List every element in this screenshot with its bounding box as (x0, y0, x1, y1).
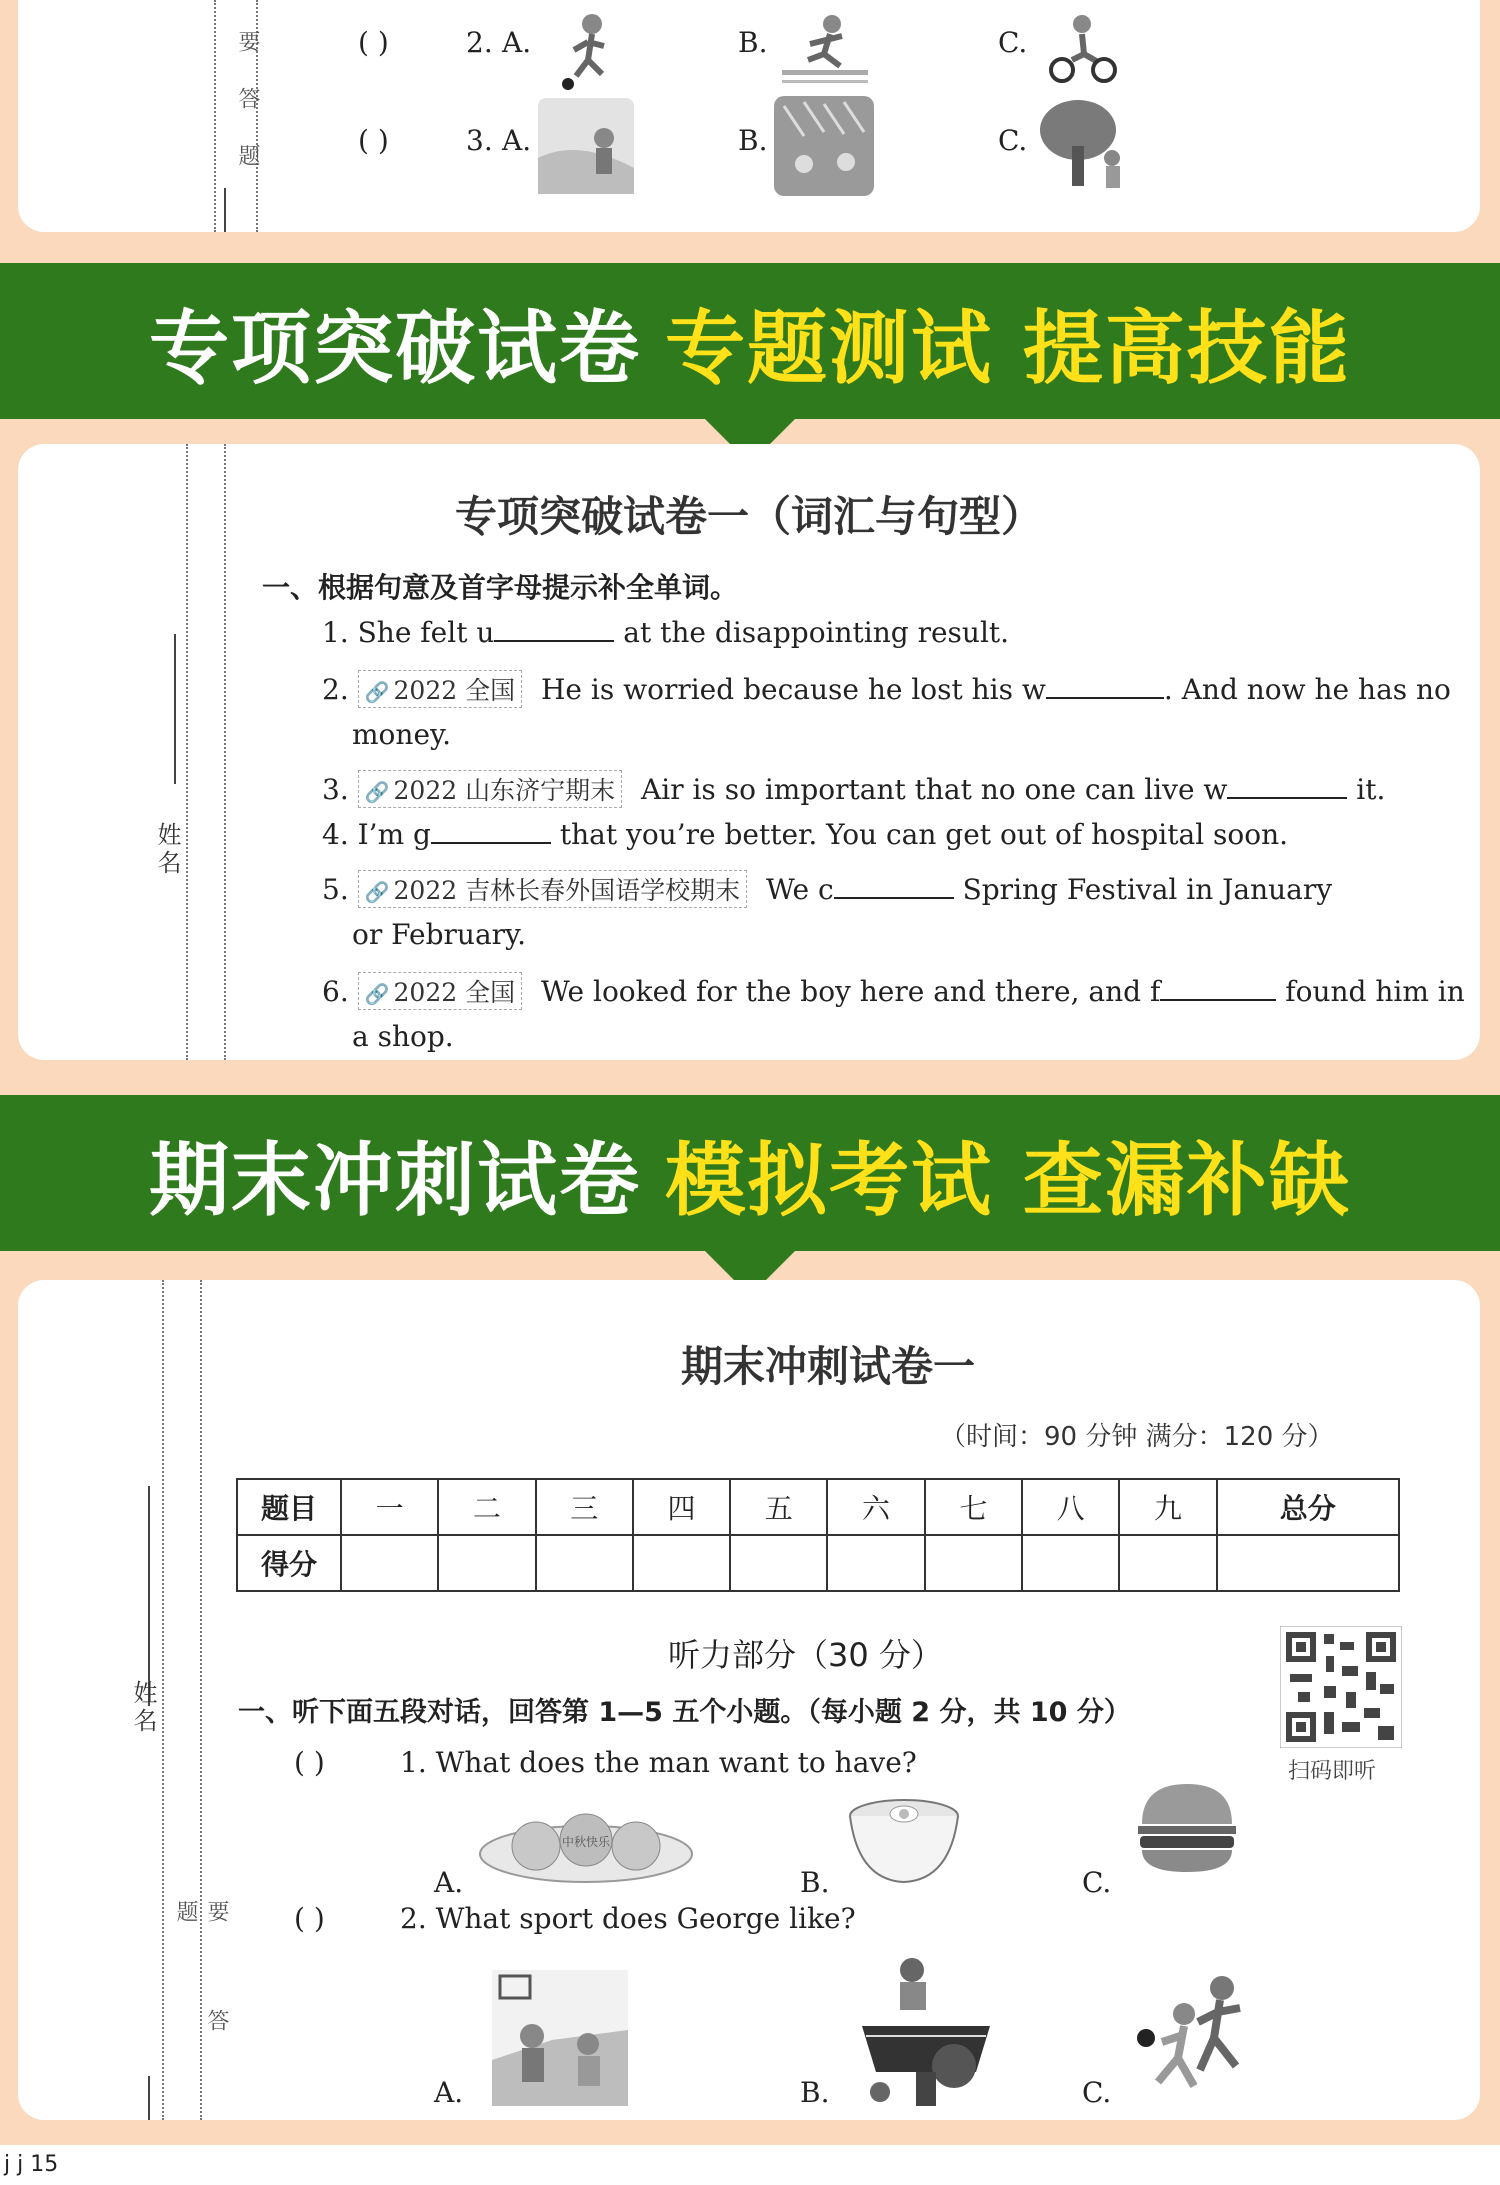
item-continuation: a shop. (352, 1020, 454, 1053)
item-text-after: it. (1356, 773, 1386, 806)
option-a-label: A. (434, 1866, 464, 1899)
name-line (148, 1486, 150, 1706)
item-number: 6. (322, 975, 349, 1008)
qr-caption: 扫码即听 (1288, 1759, 1377, 1784)
option-b-label: B. (800, 1866, 830, 1899)
source-tag: 🔗 2022 吉林长春外国语学校期末 (358, 870, 747, 908)
item-text-after: at the disappointing result. (623, 616, 1010, 649)
option-b-label: B. (800, 2076, 830, 2109)
score-cell[interactable] (1119, 1535, 1216, 1591)
item-text-after: . And now he has no (1163, 673, 1451, 706)
mooncake-text: 中秋快乐 (561, 1835, 611, 1849)
paper-title: 专项突破试卷一（词汇与句型） (454, 492, 1043, 541)
item-number: 2. (322, 673, 349, 706)
item-text-after: that you’re better. You can get out of hospital soon. (559, 818, 1289, 851)
answer-paren: ( ) (294, 1902, 325, 1935)
item-text-before: We c (766, 873, 834, 906)
score-cell[interactable] (1022, 1535, 1119, 1591)
margin-warning-text: 要 答 题 (173, 1900, 229, 2071)
score-cell[interactable] (438, 1535, 535, 1591)
garden-scene-image (538, 98, 634, 194)
cycling-kid-icon (1048, 14, 1120, 84)
special-paper-card (18, 444, 1480, 1060)
item-number: 5. (322, 873, 349, 906)
table-row-label: 得分 (237, 1535, 341, 1591)
score-cell[interactable] (536, 1535, 633, 1591)
score-table-header-row (237, 1479, 1399, 1535)
option-c-label: C. (1082, 2076, 1112, 2109)
answer-blank[interactable] (1160, 975, 1276, 1001)
running-kid-icon (780, 14, 870, 86)
table-header-cell: 题目 (237, 1479, 341, 1535)
time-and-score: （时间：90 分钟 满分：120 分） (940, 1422, 1334, 1452)
table-header-cell: 总分 (1217, 1479, 1399, 1535)
football-image (1128, 1974, 1278, 2104)
score-cell[interactable] (730, 1535, 827, 1591)
item-text-before: I’m g (357, 818, 431, 851)
banner-title-yellow: 专题测试 提高技能 (665, 301, 1351, 395)
score-table-score-row (237, 1535, 1399, 1591)
question-item (322, 616, 1009, 649)
section-heading: 一、听下面五段对话，回答第 1—5 五个小题。（每小题 2 分，共 10 分） (238, 1697, 1131, 1728)
question-item (322, 670, 1451, 708)
item-number: 3. (322, 773, 349, 806)
answer-blank[interactable] (431, 818, 551, 844)
banner-final-papers (0, 1095, 1500, 1251)
section-heading: 一、根据句意及首字母提示补全单词。 (262, 571, 739, 604)
source-tag: 🔗 2022 全国 (358, 670, 522, 708)
answer-blank[interactable] (494, 616, 614, 642)
option-c-label: C. (1082, 1866, 1112, 1899)
source-tag: 🔗 2022 山东济宁期末 (358, 770, 622, 808)
banner-special-papers (0, 263, 1500, 419)
score-cell[interactable] (341, 1535, 438, 1591)
qr-code-icon[interactable] (1280, 1626, 1402, 1748)
question-item (322, 870, 1332, 908)
option-c-label: C. (998, 26, 1028, 59)
option-b-label: B. (738, 124, 768, 157)
table-tennis-image (856, 1956, 996, 2106)
answer-blank[interactable] (1046, 673, 1164, 699)
rain-scene-image (774, 96, 874, 196)
item-text-before: Air is so important that no one can live w (641, 773, 1228, 806)
option-c-label: C. (998, 124, 1028, 157)
page-footer: j j 15 (4, 2152, 59, 2177)
item-continuation: or February. (352, 918, 527, 951)
mooncake-image (476, 1806, 696, 1886)
soccer-kid-icon (558, 10, 618, 90)
name-line (174, 634, 176, 784)
basketball-image (492, 1970, 628, 2106)
question-number: 3. (466, 124, 493, 157)
noodle-bowl-image (844, 1792, 964, 1888)
question-number: 2. (466, 26, 493, 59)
answer-paren: ( ) (358, 124, 389, 157)
option-b-label: B. (738, 26, 768, 59)
option-a-label: A. (502, 124, 532, 157)
score-cell[interactable] (1217, 1535, 1399, 1591)
banner-title-white: 专项突破试卷 (149, 301, 642, 395)
table-header-cell: 八 (1022, 1479, 1119, 1535)
item-text-before: We looked for the boy here and there, and f (541, 975, 1161, 1008)
listening-heading: 听力部分（30 分） (668, 1636, 943, 1674)
score-cell[interactable] (827, 1535, 924, 1591)
item-text-after: found him in (1285, 975, 1465, 1008)
banner-title-white: 期末冲刺试卷 (149, 1133, 642, 1227)
margin-dotted-line (162, 1280, 164, 2120)
item-text-after: Spring Festival in January (962, 873, 1333, 906)
table-header-cell: 七 (925, 1479, 1022, 1535)
name-label: 姓名 (129, 1680, 157, 1736)
score-table (236, 1478, 1400, 1592)
answer-paren: ( ) (358, 26, 389, 59)
margin-warning-text: 要 答 题 (235, 30, 260, 180)
table-header-cell: 四 (633, 1479, 730, 1535)
answer-blank[interactable] (834, 873, 954, 899)
margin-solid-line (224, 188, 226, 232)
paper-title: 期末冲刺试卷一 (680, 1342, 975, 1391)
margin-dotted-line (214, 0, 216, 232)
table-header-cell: 二 (438, 1479, 535, 1535)
item-continuation: money. (352, 718, 452, 751)
question-text: 2. What sport does George like? (400, 1902, 856, 1935)
answer-paren: ( ) (294, 1746, 325, 1779)
score-cell[interactable] (633, 1535, 730, 1591)
table-header-cell: 六 (827, 1479, 924, 1535)
score-cell[interactable] (925, 1535, 1022, 1591)
name-label: 姓名 (153, 822, 181, 878)
tree-planting-image (1034, 96, 1134, 196)
item-number: 4. (322, 818, 349, 851)
table-header-cell: 九 (1119, 1479, 1216, 1535)
question-item (322, 770, 1385, 808)
margin-solid-line (148, 2076, 150, 2120)
table-header-cell: 五 (730, 1479, 827, 1535)
hamburger-image (1132, 1780, 1242, 1880)
option-a-label: A. (434, 2076, 464, 2109)
table-header-cell: 一 (341, 1479, 438, 1535)
source-tag: 🔗 2022 全国 (358, 972, 522, 1010)
answer-blank[interactable] (1227, 773, 1347, 799)
item-text-before: She felt u (357, 616, 495, 649)
item-number: 1. (322, 616, 349, 649)
table-header-cell: 三 (536, 1479, 633, 1535)
top-card (18, 0, 1480, 232)
banner-title-yellow: 模拟考试 查漏补缺 (665, 1133, 1351, 1227)
item-text-before: He is worried because he lost his w (541, 673, 1046, 706)
question-text: 1. What does the man want to have? (400, 1746, 917, 1779)
final-paper-card (18, 1280, 1480, 2120)
question-item (322, 818, 1288, 851)
question-item (322, 972, 1465, 1010)
option-a-label: A. (502, 26, 532, 59)
